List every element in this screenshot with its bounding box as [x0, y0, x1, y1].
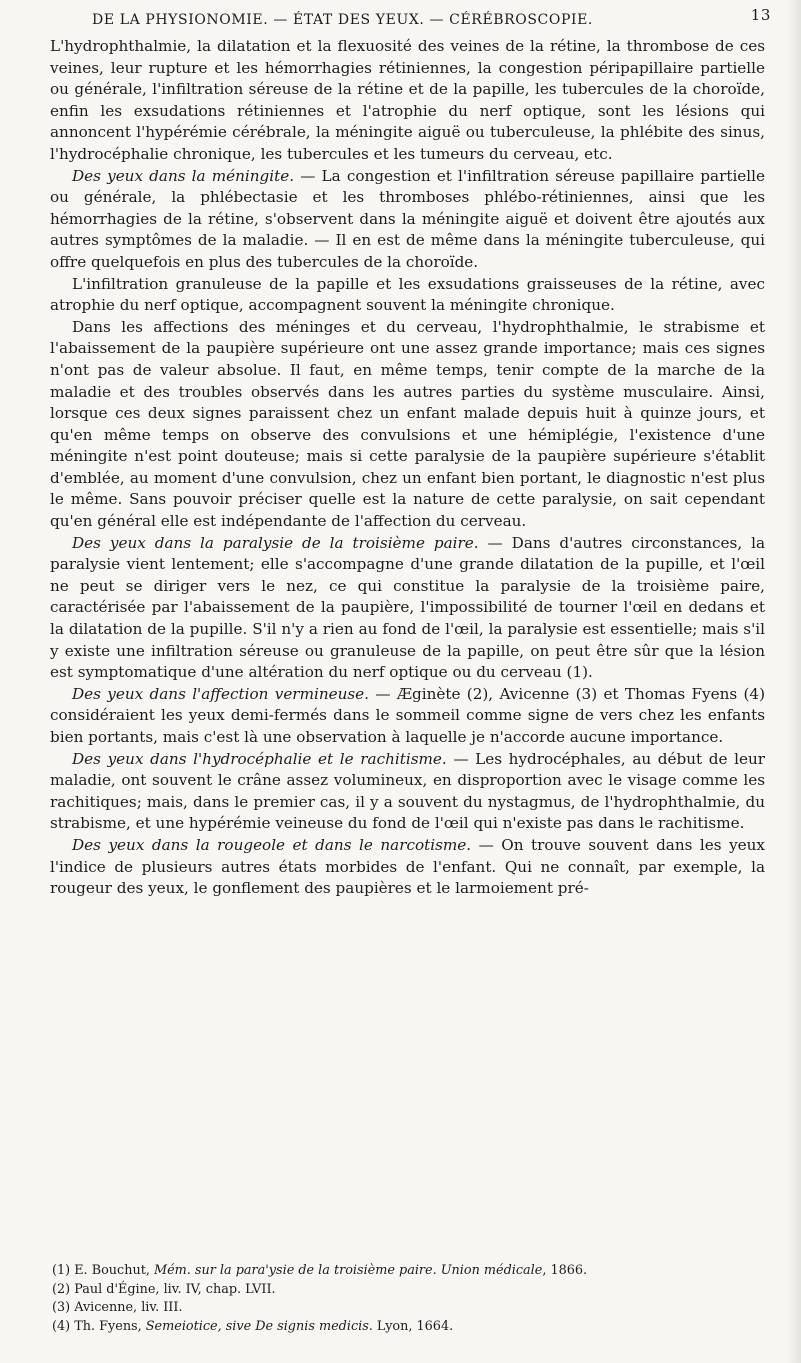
running-header — [92, 6, 771, 32]
section-heading-paralysie: Des yeux dans la paralysie de la troisième paire. — [72, 533, 479, 552]
page-edge-shadow — [787, 0, 801, 1363]
footnote: (3) Avicenne, liv. III. — [52, 1300, 183, 1316]
paragraph-paralysie: Des yeux dans la paralysie de la troisième paire. — Dans d'autres circonstances, la paralysie vient lentement; elle s'accompagne d'une grande dilatation de la pupille, et l'œil ne peut se diriger vers le nez, ce qui constitue la paralysie de la troisième paire, caractérisée par l'abaissement de la paupière, l'impossibilité de tourner l'œil en dedans et la dilatation de la pupille. S'il n'y a rien au fond de l'œil, la paralysie est essentielle; mais s'il y existe une infiltration séreuse ou granuleuse de la papille, on peut être sûr que la lésion est symptomatique d'une altération du nerf optique ou du cerveau (1). — [50, 533, 766, 682]
paragraph-vermineuse: Des yeux dans l'affection vermineuse. — Æginète (2), Avicenne (3) et Thomas Fyens (4) considéraient les yeux demi-fermés dans le sommeil comme signe de vers chez les enfants bien portants, mais c'est là une observation à laquelle je n'accorde aucune importance. — [50, 684, 766, 746]
paragraph-intro: L'hydrophthalmie, la dilatation et la flexuosité des veines de la rétine, la thrombose de ces veines, leur rupture et les hémorrhagies rétiniennes, la congestion péripapillaire partielle ou générale, l'infiltration séreuse de la rétine et de la papille, les tubercules de la choroïde, enfin les exsudations rétiniennes et l'atrophie du nerf optique, sont les lésions qui annoncent l'hypérémie cérébrale, la méningite aiguë ou tuberculeuse, la phlébite des sinus, l'hydrocéphalie chronique, les tubercules et les tumeurs du cerveau, etc. — [50, 37, 765, 163]
footnote: (2) Paul d'Égine, liv. IV, chap. LVII. — [52, 1281, 276, 1297]
running-title: DE LA PHYSIONOMIE. — ÉTAT DES YEUX. — CÉRÉBROSCOPIE. — [92, 12, 593, 28]
section-heading-rougeole: Des yeux dans la rougeole et dans le narcotisme. — [72, 835, 472, 854]
paragraph-infiltration: L'infiltration granuleuse de la papille et les exsudations graisseuses de la rétine, avec atrophie du nerf optique, accompagnent souvent la méningite chronique. — [50, 274, 765, 315]
paragraph-affections-meninges: Dans les affections des méninges et du cerveau, l'hydrophthalmie, le strabisme et l'abaissement de la paupière supérieure ont une assez grande importance; mais ces signes n'ont pas de valeur absolue. Il faut, en même temps, tenir compte de la marche de la maladie et des troubles observés dans les autres parties du système musculaire. Ainsi, lorsque ces deux signes paraissent chez un enfant malade depuis huit à quinze jours, et qu'en même temps on observe des convulsions et une hémiplégie, l'existence d'une méningite n'est point douteuse; mais si cette paralysie de la paupière supérieure s'établit d'emblée, au moment d'une convulsion, chez un enfant bien portant, le diagnostic n'est plus le même. Sans pouvoir préciser quelle est la nature de cette paralysie, on sait cependant qu'en général elle est indépendante de l'affection du cerveau. — [50, 317, 765, 531]
section-heading-vermineuse: Des yeux dans l'affection vermineuse. — [72, 684, 369, 703]
section-heading-hydrocephalie: Des yeux dans l'hydrocéphalie et le rachitisme. — [72, 749, 447, 768]
footnote: (1) E. Bouchut, Mém. sur la para'ysie de la troisième paire. Union médicale, 1866. — [52, 1263, 588, 1278]
paragraph-hydrocephalie: Des yeux dans l'hydrocéphalie et le rachitisme. — Les hydrocéphales, au début de leur maladie, ont souvent le crâne assez volumineux, en disproportion avec le visage comme les rachitiques; mais, dans le premier cas, il y a souvent du nystagmus, de l'hydrophthalmie, du strabisme, et une hypérémie veineuse du fond de l'œil qui n'existe pas dans le rachitisme. — [50, 749, 765, 833]
footnote: (4) Th. Fyens, Semeiotice, sive De signis medicis. Lyon, 1664. — [52, 1318, 454, 1334]
paragraph-rougeole: Des yeux dans la rougeole et dans le narcotisme. — On trouve souvent dans les yeux l'indice de plusieurs autres états morbides de l'enfant. Qui ne connaît, par exemple, la rougeur des yeux, le gonflement des paupières et le larmoiement pré- — [50, 835, 765, 898]
body-text — [50, 36, 765, 900]
section-heading-meningite: Des yeux dans la méningite. — [72, 166, 295, 185]
paragraph-meningite: Des yeux dans la méningite. — La congestion et l'infiltration séreuse papillaire partielle ou générale, la phlébectasie et les thromboses phlébo-rétiniennes, ainsi que les hémorrhagies de la rétine, s'observent dans la méningite aiguë et doivent être ajoutés aux autres symptômes de la maladie. — Il en est de même dans la méningite tuberculeuse, qui offre quelquefois en plus des tubercules de la choroïde. — [50, 166, 765, 271]
page-number: 13 — [750, 6, 771, 24]
footnotes — [52, 1262, 752, 1336]
